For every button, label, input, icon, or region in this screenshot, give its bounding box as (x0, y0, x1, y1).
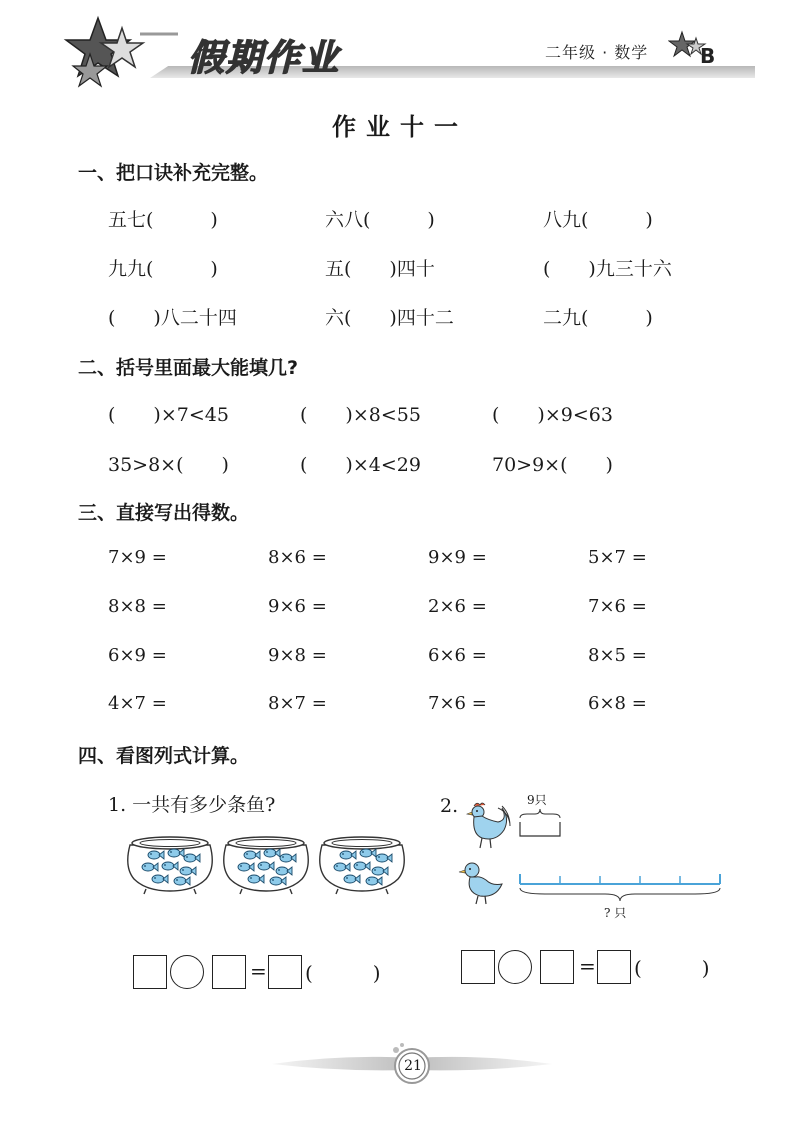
arithmetic-item: 8×7 = (268, 693, 327, 714)
arithmetic-item: 5×7 = (588, 547, 647, 568)
arithmetic-item: 2×6 = (428, 596, 487, 617)
arithmetic-item: 7×6 = (588, 596, 647, 617)
arithmetic-item: 6×9 = (108, 645, 167, 666)
arithmetic-item: 9×9 = (428, 547, 487, 568)
answer-box[interactable] (540, 950, 574, 984)
mnemonic-item: 二九( ) (543, 307, 653, 329)
arithmetic-item: 8×8 = (108, 596, 167, 617)
arithmetic-item: 7×6 = (428, 693, 487, 714)
chick-count-segment-bar (515, 868, 725, 908)
chick-count-label: ? 只 (604, 906, 627, 920)
grade-subject: 二年级 · 数学 (545, 43, 649, 62)
unit-paren: ( ) (634, 956, 710, 980)
section-1-heading: 一、把口诀补充完整。 (78, 162, 269, 184)
inequality-item: ( )×4<29 (300, 454, 421, 476)
mnemonic-item: 五七( ) (108, 209, 218, 231)
hen-count-bracket (515, 808, 565, 838)
operator-circle[interactable] (170, 955, 204, 989)
question-2-label: 2. (440, 795, 459, 817)
mnemonic-item: 八九( ) (543, 209, 653, 231)
answer-box[interactable] (268, 955, 302, 989)
answer-box[interactable] (212, 955, 246, 989)
answer-box[interactable] (133, 955, 167, 989)
mnemonic-item: ( )九三十六 (543, 258, 672, 280)
arithmetic-item: 8×6 = (268, 547, 327, 568)
chick-icon (458, 858, 506, 906)
arithmetic-item: 9×8 = (268, 645, 327, 666)
inequality-item: 70>9×( ) (492, 454, 613, 476)
arithmetic-item: 9×6 = (268, 596, 327, 617)
arithmetic-item: 6×8 = (588, 693, 647, 714)
equals-sign: = (579, 954, 596, 978)
hen-count-label: 9只 (527, 793, 547, 807)
inequality-item: 35>8×( ) (108, 454, 229, 476)
rooster-icon (458, 800, 514, 852)
answer-box[interactable] (461, 950, 495, 984)
page-title: 作业十一 (332, 113, 468, 141)
book-title: 假期作业 (188, 38, 341, 79)
inequality-item: ( )×8<55 (300, 404, 421, 426)
mnemonic-item: 五( )四十 (325, 258, 435, 280)
fish-bowls-illustration (124, 833, 409, 895)
arithmetic-item: 8×5 = (588, 645, 647, 666)
mnemonic-item: 九九( ) (108, 258, 218, 280)
arithmetic-item: 4×7 = (108, 693, 167, 714)
section-4-heading: 四、看图列式计算。 (78, 745, 250, 767)
section-2-heading: 二、括号里面最大能填几? (78, 357, 299, 379)
inequality-item: ( )×9<63 (492, 404, 613, 426)
header-stars-logo (60, 14, 180, 98)
edition-badge: B (700, 44, 716, 68)
unit-paren: ( ) (305, 961, 381, 985)
mnemonic-item: ( )八二十四 (108, 307, 237, 329)
arithmetic-item: 7×9 = (108, 547, 167, 568)
mnemonic-item: 六( )四十二 (325, 307, 454, 329)
answer-box[interactable] (597, 950, 631, 984)
equals-sign: = (250, 959, 267, 983)
section-3-heading: 三、直接写出得数。 (78, 502, 250, 524)
mnemonic-item: 六八( ) (325, 209, 435, 231)
operator-circle[interactable] (498, 950, 532, 984)
arithmetic-item: 6×6 = (428, 645, 487, 666)
page-number: 21 (404, 1058, 422, 1074)
inequality-item: ( )×7<45 (108, 404, 229, 426)
question-1-label: 1. 一共有多少条鱼? (108, 794, 276, 816)
